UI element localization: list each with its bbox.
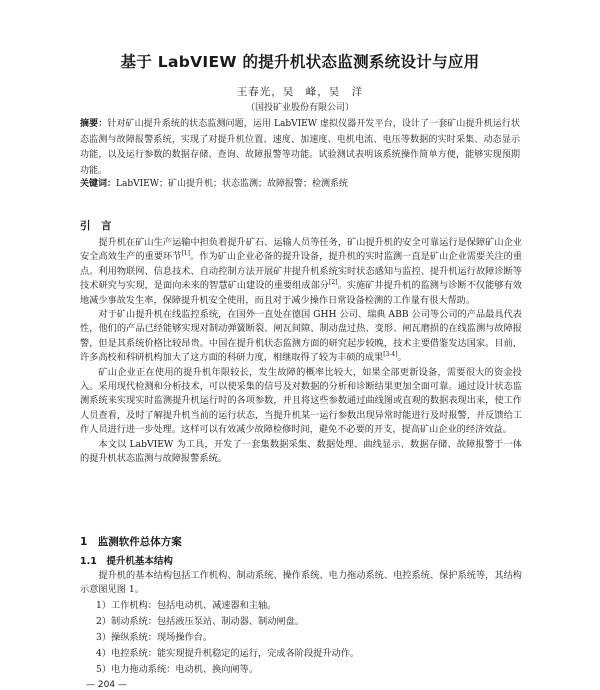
- intro-paragraph-2: [80, 308, 522, 366]
- intro-body: [80, 236, 522, 467]
- intro-p1-text-c: 。实施矿井提升机的监测与诊断不仅能够有效地减少事故发生率，保障提升机安全使用，而且对于减少操作日常设备检测的工作量有很大帮助。: [80, 280, 522, 306]
- citation-ref: [1]: [181, 250, 190, 258]
- list-item: 5）电力拖动系统：电动机、换向闸等。: [96, 664, 259, 675]
- intro-paragraph-1: [80, 236, 522, 308]
- citation-ref: [3-4]: [383, 351, 398, 359]
- list-item: 4）电控系统：能实现提升机稳定的运行，完成各阶段提升动作。: [96, 648, 360, 659]
- citation-ref: [2]: [329, 279, 338, 287]
- paper-affiliation: （国投矿业股份有限公司）: [245, 103, 354, 113]
- intro-paragraph-3: 矿山企业正在使用的提升机年限较长，发生故障的概率比较大，如果全部更新设备，需要很大的资金投入。采用现代检测和分析技术，可以使采集的信号及对数据的分析和诊断结果更加全面可靠。通过设计状态监测系统来实现实时监测提升机运行时的各项参数，并且将这些参数通过曲线图或直观的数据表现出来，使工作人员查看，及时了解提升机当前的运行状态，当提升机某一运行参数出现异常时能进行及时报警，并反馈给工作人员进行进一步处理。这样可以有效减少故障检修时间，避免不必要的开支，提高矿山企业的经济效益。: [80, 366, 522, 436]
- intro-p1-text-b: 。作为矿山企业必备的提升设备，提升机的实时监测一直是矿山企业需要关注的重点。利用物联网、信息技术、自动控制方法开展矿井提升机系统实时状态感知与监控、提升机运行故障诊断等技术研究与实现，是面向未来的智慧矿山建设的重要组成部分: [80, 251, 523, 292]
- keywords: [80, 177, 520, 192]
- keywords-text: LabVIEW；矿山提升机；状态监测；故障报警；检测系统: [116, 179, 348, 189]
- list-item: 1）工作机构：包括电动机、减速器和主轴。: [96, 600, 277, 611]
- intro-p2-text-b: 。: [397, 352, 407, 364]
- paper-authors: 王春光，吴 峰，吴 洋: [236, 86, 364, 98]
- abstract-text: 针对矿山提升系统的状态监测问题，运用 LabVIEW 虚拟仪器开发平台，设计了一套矿山提升机运行状态监测与故障报警系统，实现了对提升机位置、速度、加速度、电机电流、电压等数据的实时采集、动态显示功能，以及运行参数的数据存储、查询、故障报警等功能。试验测试表明该系统操作简单方便，能够实现预期功能。: [80, 119, 520, 176]
- subsection-heading-1-1: 1.1 提升机基本结构: [80, 556, 173, 567]
- intro-p2-text-a: 对于矿山提升机在线监控系统，在国外一直处在德国 GHH 公司、瑞典 ABB 公司等公司的产品最具代表性，他们的产品已经能够实现对制动弹簧断裂、闸瓦间隙、制动盘过热、变形、闸瓦磨损的在线监测与故障报警，但是其系统价格比较昂贵。中国在提升机状态监测方面的研究起步较晚，技术主要借鉴发达国家。目前，许多高校和科研机构加大了这方面的科研力度，相继取得了较为丰硕的成果: [80, 309, 522, 364]
- intro-paragraph-4: 本文以 LabVIEW 为工具，开发了一套集数据采集、数据处理、曲线显示、数据存储、故障报警于一体的提升机状态监测与故障报警系统。: [80, 438, 522, 465]
- abstract-label: 摘要：: [80, 119, 108, 129]
- sec11-body: [80, 569, 522, 598]
- keywords-label: 关键词：: [80, 179, 117, 189]
- page-number: — 204 —: [86, 680, 127, 690]
- section-heading-intro: 引 言: [80, 220, 112, 232]
- paper-title: 基于 LabVIEW 的提升机状态监测系统设计与应用: [120, 53, 480, 71]
- abstract: [80, 117, 520, 179]
- intro-p1-text-a: 提升机在矿山生产运输中担负着提升矿石、运输人员等任务，矿山提升机的安全可靠运行是保障矿山企业安全高效生产的重要环节: [80, 237, 522, 263]
- list-item: 3）操纵系统：现场操作台。: [96, 632, 213, 643]
- list-item: 2）制动系统：包括液压泵站、制动器、制动闸盘。: [96, 616, 304, 627]
- section-heading-1: 1 监测软件总体方案: [80, 536, 182, 548]
- sec11-paragraph-1: 提升机的基本结构包括工作机构、制动系统、操作系统、电力拖动系统、电控系统、保护系统等，其结构示意图见图 1。: [80, 570, 522, 596]
- structure-list: [96, 598, 516, 678]
